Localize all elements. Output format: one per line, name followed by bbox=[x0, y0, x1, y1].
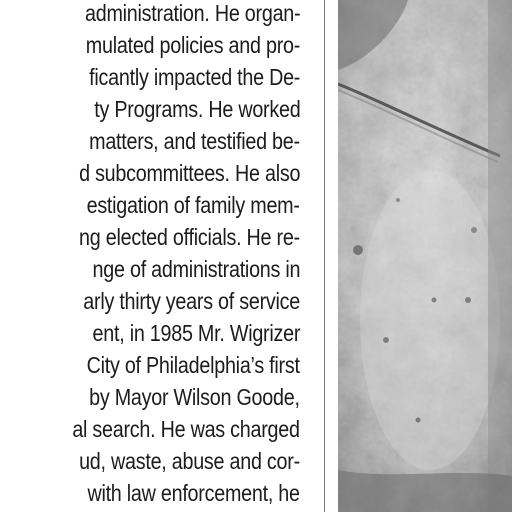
text-line: d subcommittees. He also bbox=[78, 160, 300, 186]
text-line: matters, and testified be- bbox=[89, 128, 300, 154]
text-line: ud, waste, abuse and cor- bbox=[79, 448, 300, 474]
text-line: mulated policies and pro- bbox=[85, 32, 300, 58]
text-line: nge of administrations in bbox=[92, 256, 300, 282]
text-line: ty Programs. He worked bbox=[93, 96, 300, 122]
text-line: by Mayor Wilson Goode, bbox=[89, 384, 300, 410]
text-line: ficantly impacted the De- bbox=[89, 64, 300, 90]
text-line: ng elected officials. He re- bbox=[79, 224, 300, 250]
text-line: estigation of family mem- bbox=[86, 192, 300, 218]
text-line: City of Philadelphia’s first bbox=[86, 352, 300, 378]
column-divider bbox=[324, 0, 325, 512]
photo-texture-icon bbox=[338, 0, 512, 512]
text-line: arly thirty years of service bbox=[83, 288, 300, 314]
text-line: ent, in 1985 Mr. Wigrizer bbox=[92, 320, 300, 346]
text-line: with law enforcement, he bbox=[87, 480, 300, 506]
text-line: al search. He was charged bbox=[72, 416, 300, 442]
text-line: administration. He organ- bbox=[84, 0, 300, 26]
article-photo bbox=[338, 0, 512, 512]
